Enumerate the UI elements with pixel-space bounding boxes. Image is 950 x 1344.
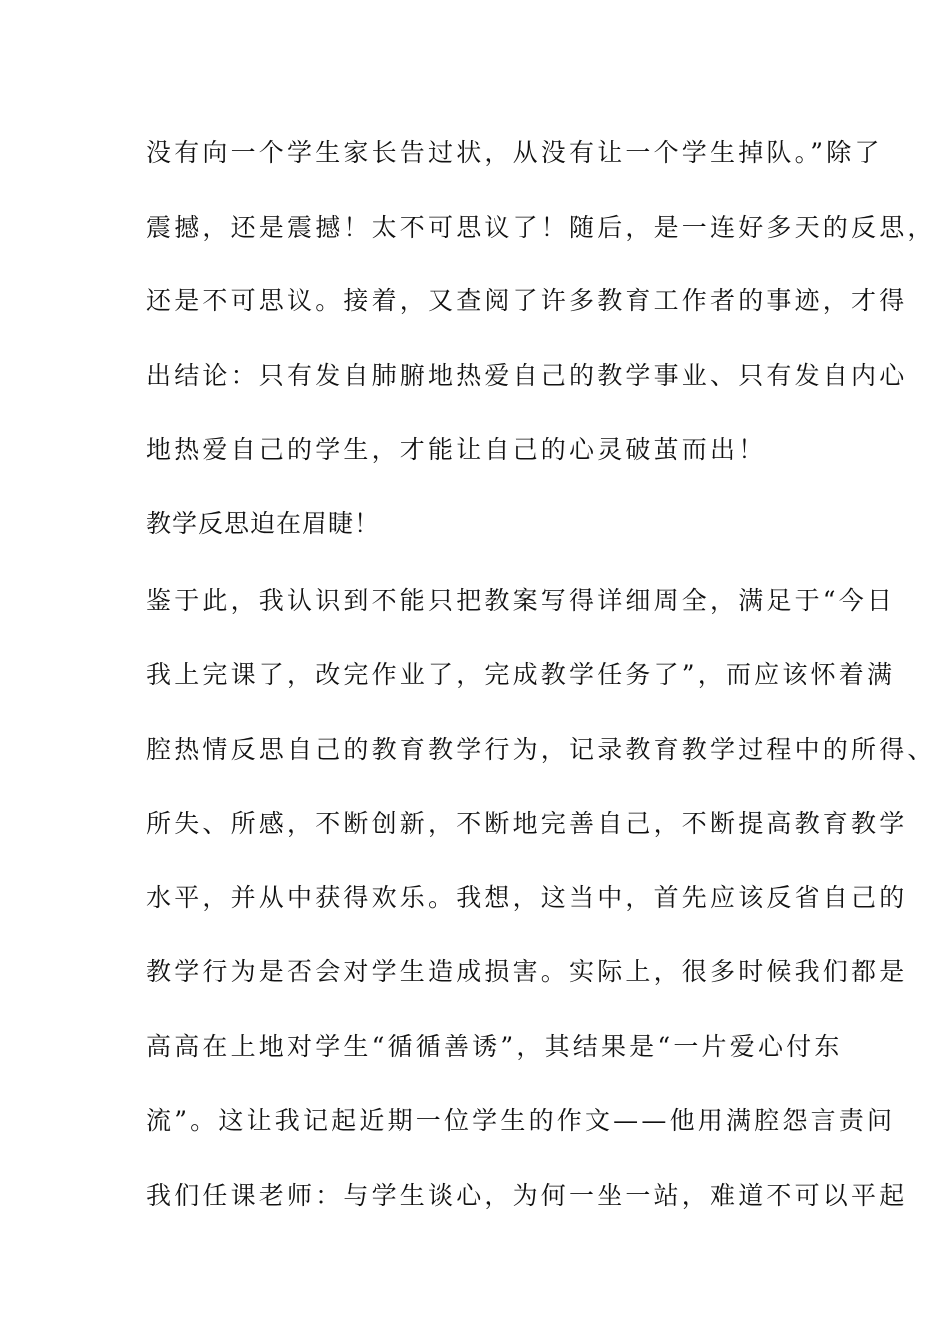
text-line-4: 出结论：只有发自肺腑地热爱自己的教学事业、只有发自内心 xyxy=(146,361,908,390)
text-line-8: 我上完课了，改完作业了，完成教学任务了”，而应该怀着满 xyxy=(146,660,896,689)
text-line-1: 没有向一个学生家长告过状，从没有让一个学生掉队。”除了 xyxy=(146,138,883,167)
text-line-13: 高高在上地对学生“循循善诱”，其结果是“一片爱心付东 xyxy=(146,1032,843,1061)
text-line-12: 教学行为是否会对学生造成损害。实际上，很多时候我们都是 xyxy=(146,957,908,986)
text-line-5: 地热爱自己的学生，才能让自己的心灵破茧而出！ xyxy=(146,435,767,464)
text-line-7: 鉴于此，我认识到不能只把教案写得详细周全，满足于“今日 xyxy=(146,586,896,615)
section-heading: 教学反思迫在眉睫！ xyxy=(146,509,381,538)
text-line-3: 还是不可思议。接着，又查阅了许多教育工作者的事迹，才得 xyxy=(146,286,908,315)
text-line-11: 水平，并从中获得欢乐。我想，这当中，首先应该反省自己的 xyxy=(146,883,908,912)
text-line-15: 我们任课老师：与学生谈心，为何一坐一站，难道不可以平起 xyxy=(146,1181,908,1210)
text-line-14: 流”。这让我记起近期一位学生的作文——他用满腔怨言责问 xyxy=(146,1106,896,1135)
text-line-2: 震撼，还是震撼！太不可思议了！随后，是一连好多天的反思， xyxy=(146,213,936,242)
text-line-10: 所失、所感，不断创新，不断地完善自己，不断提高教育教学 xyxy=(146,809,908,838)
text-line-9: 腔热情反思自己的教育教学行为，记录教育教学过程中的所得、 xyxy=(146,735,936,764)
